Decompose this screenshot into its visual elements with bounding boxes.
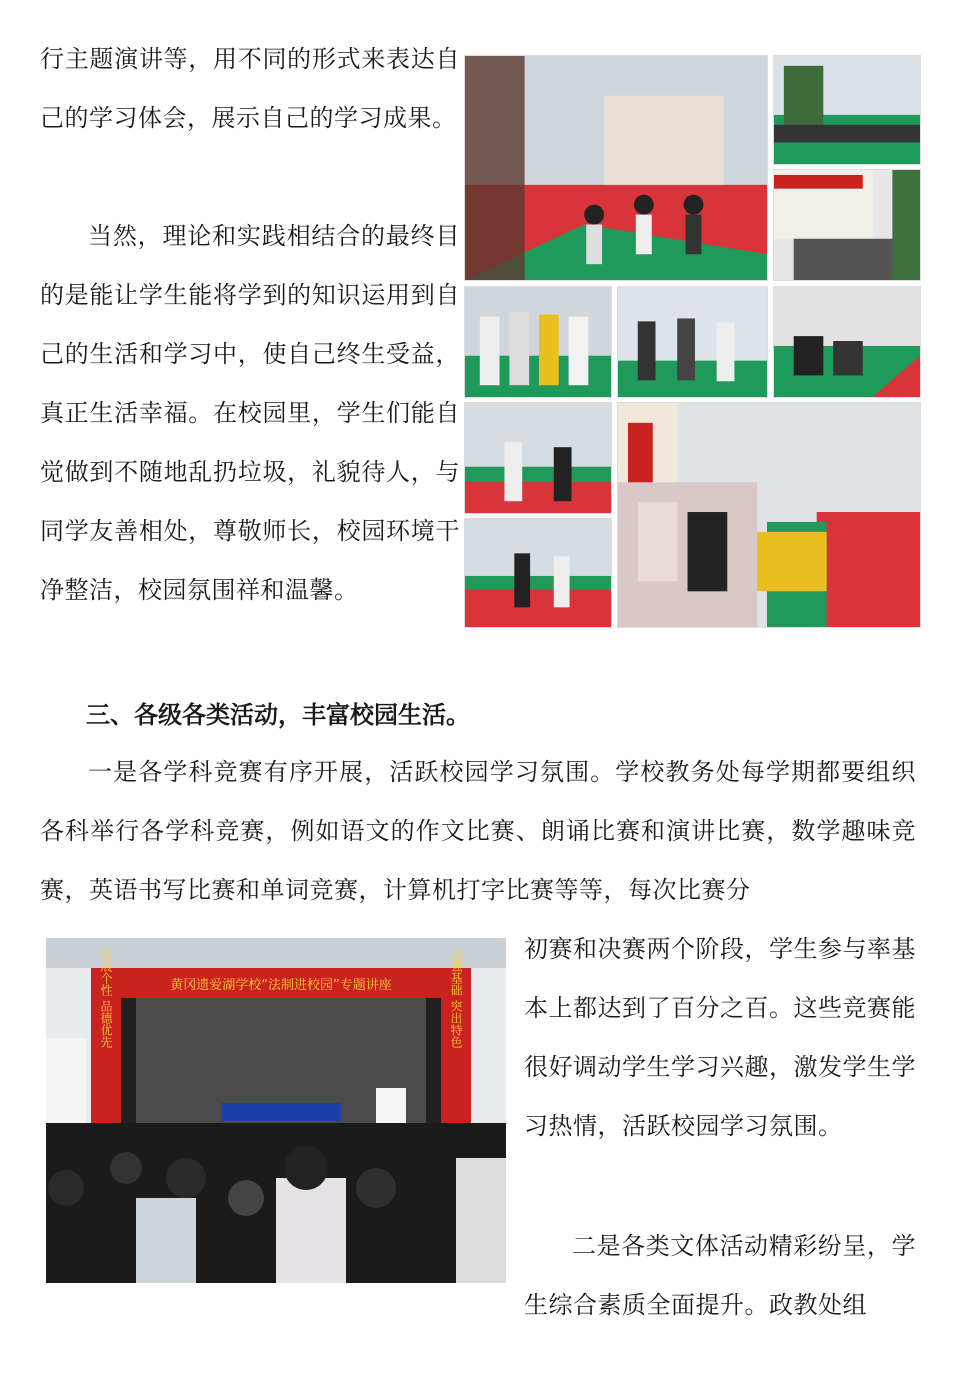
- paragraph-top: 行主题演讲等，用不同的形式来表达自己的学习体会，展示自己的学习成果。: [40, 45, 460, 132]
- stage-banner-left: 发展个性 品德优先: [99, 948, 113, 1048]
- photo-court-players: [617, 286, 768, 398]
- photo-basketball-dribble: [464, 402, 612, 514]
- stage-banner-right: 加强基础 突出特色: [449, 948, 463, 1048]
- photo-seated-students: [773, 286, 921, 398]
- paragraph-theory-practice: 当然，理论和实践相结合的最终目的是能让学生能将学到的知识运用到自己的生活和学习中，使自己终生受益，真正生活幸福。在校园里，学生们能自觉做到不随地乱扔垃圾，礼貌待人，与同学友善相处，尊敬师长，校园环境干净整洁，校园氛围祥和温馨。: [40, 222, 460, 604]
- photo-students-group: [464, 286, 612, 398]
- photo-judges-table: [617, 402, 921, 628]
- photo-stage-lecture: [46, 938, 506, 1283]
- paragraph-participation: 初赛和决赛两个阶段，学生参与率基本上都达到了百分之百。这些竞赛能很好调动学生学习兴趣，激发学生学习热情，活跃校园学习氛围。: [524, 935, 916, 1140]
- section-heading: 三、各级各类活动，丰富校园生活。: [86, 700, 470, 729]
- paragraph-activities: 二是各类文体活动精彩纷呈，学生综合素质全面提升。政教处组: [524, 1232, 916, 1319]
- stage-banner-top: 黄冈遗爱湖学校“法制进校园”专题讲座: [170, 978, 392, 993]
- photo-crowd-court: [773, 55, 921, 165]
- photo-basketball-large: [464, 55, 768, 281]
- paragraph-competitions: 一是各学科竞赛有序开展，活跃校园学习氛围。学校教务处每学期都要组织各科举行各学科竞赛，例如语文的作文比赛、朗诵比赛和演讲比赛，数学趣味竞赛，英语书写比赛和单词竞赛，计算机打字比赛等等，每次比赛分: [40, 758, 916, 904]
- photo-queue-building: [773, 169, 921, 281]
- photo-basketball-game: [464, 518, 612, 628]
